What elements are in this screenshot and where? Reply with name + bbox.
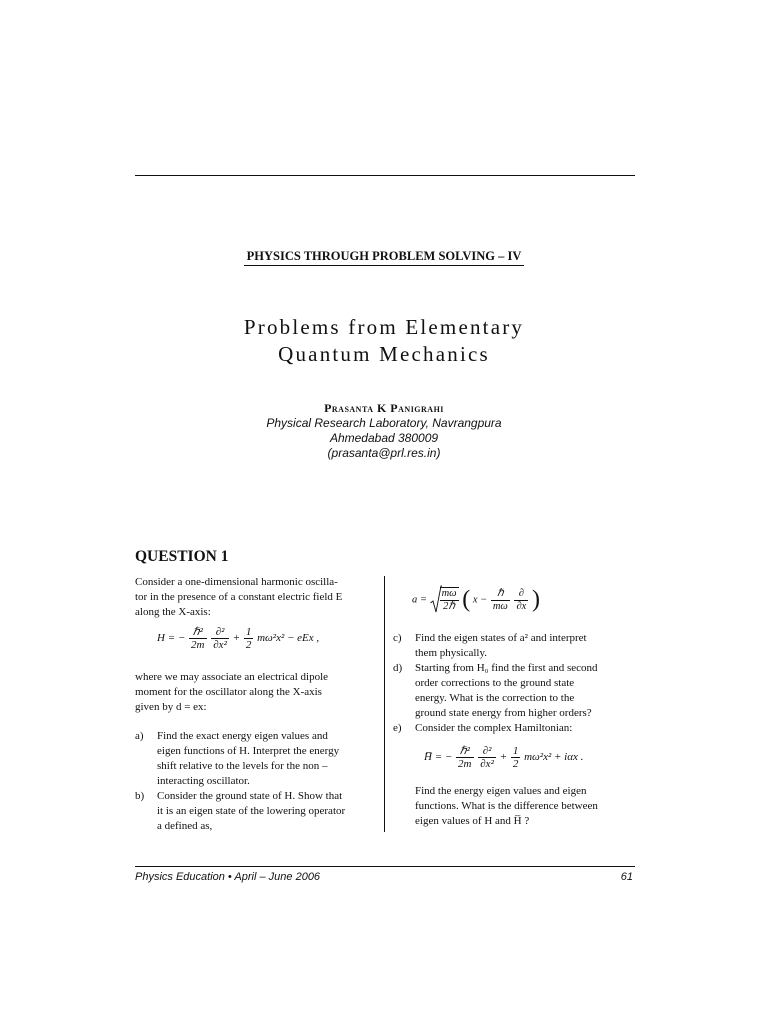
intro-line: Consider a one-dimensional harmonic oscilla- <box>135 576 338 588</box>
author-email: (prasanta@prl.res.in) <box>327 446 441 460</box>
footer-journal: Physics Education • April – June 2006 <box>135 871 321 883</box>
item-label: d) <box>393 662 403 674</box>
eq-plus: + <box>232 632 241 645</box>
eq-lhs: H = − <box>157 632 186 645</box>
final-line: functions. What is the difference between <box>415 800 598 812</box>
frac-den: 2m <box>458 758 472 770</box>
affiliation-line1: Physical Research Laboratory, Navrangpura <box>266 416 502 430</box>
eq-fraction <box>511 745 521 770</box>
frac-num: 1 <box>245 626 252 638</box>
item-label: a) <box>135 730 144 742</box>
frac-num: mω <box>441 588 457 599</box>
lowering-operator-equation <box>412 585 540 615</box>
paper-title-line1: Problems from Elementary <box>243 315 525 339</box>
item-line: it is an eigen state of the lowering operator <box>157 805 346 817</box>
eq-x-minus: x − <box>472 594 488 606</box>
complex-hamiltonian-equation <box>424 745 583 770</box>
item-line: energy. What is the correction to the <box>415 692 575 704</box>
item-line: Starting from H₀ find the first and second <box>415 662 598 674</box>
frac-num: ∂ <box>514 588 528 601</box>
paren-close: ) <box>531 586 540 613</box>
eq-fraction <box>514 588 528 613</box>
item-a <box>135 729 377 789</box>
dipole-line: where we may associate an electrical dipole <box>135 671 329 683</box>
dipole-paragraph <box>135 670 377 715</box>
intro-line: along the X-axis: <box>135 606 211 618</box>
item-line: ground state energy from higher orders? <box>415 707 592 719</box>
intro-paragraph <box>135 575 377 620</box>
item-line: a defined as, <box>157 820 213 832</box>
eq-fraction <box>478 745 496 770</box>
final-line: Find the energy eigen values and eigen <box>415 785 587 797</box>
item-line: eigen functions of H. Interpret the energy <box>157 745 340 757</box>
item-line: Find the exact energy eigen values and <box>157 730 328 742</box>
frac-num: ℏ² <box>189 626 206 639</box>
item-line: them physically. <box>415 647 487 659</box>
paper-title-line2: Quantum Mechanics <box>278 342 490 366</box>
dipole-line: moment for the oscillator along the X-axis <box>135 686 322 698</box>
page-number: 61 <box>620 871 633 883</box>
hamiltonian-equation <box>157 626 319 651</box>
eq-fraction <box>244 626 254 651</box>
eq-fraction <box>491 588 510 613</box>
item-label: e) <box>393 722 402 734</box>
frac-den: ∂x² <box>213 639 227 651</box>
item-line: Find the eigen states of a² and interpret <box>415 632 587 644</box>
item-line: interacting oscillator. <box>157 775 250 787</box>
column-divider <box>384 576 385 832</box>
item-d <box>393 661 633 721</box>
item-label: c) <box>393 632 402 644</box>
eq-lhs: H̅ = − <box>424 751 453 764</box>
eq-fraction <box>456 745 473 770</box>
item-e <box>393 721 633 736</box>
frac-num: ℏ² <box>456 745 473 758</box>
question-heading: QUESTION 1 <box>135 548 229 565</box>
intro-line: tor in the presence of a constant electric field E <box>135 591 343 603</box>
frac-den: ∂x <box>516 600 527 612</box>
sqrt-fraction <box>440 587 459 613</box>
item-c <box>393 631 633 661</box>
final-line: eigen values of H and H̅ ? <box>415 815 530 827</box>
frac-num: ∂² <box>478 745 496 758</box>
frac-den: 2ℏ <box>443 601 456 612</box>
dipole-line: given by d = ex: <box>135 701 207 713</box>
final-paragraph <box>415 784 633 829</box>
frac-num: ∂² <box>211 626 229 639</box>
top-rule <box>135 175 635 176</box>
frac-den: mω <box>492 600 508 612</box>
paren-open: ( <box>462 586 471 613</box>
frac-num: ℏ <box>491 588 510 601</box>
item-line: Consider the complex Hamiltonian: <box>415 722 573 734</box>
frac-num: 1 <box>512 745 519 757</box>
affiliation-line2: Ahmedabad 380009 <box>329 431 439 445</box>
item-line: order corrections to the ground state <box>415 677 575 689</box>
eq-fraction <box>189 626 206 651</box>
eq-tail: mω²x² − eEx , <box>257 632 320 645</box>
footer-rule <box>135 866 635 867</box>
frac-den: 2m <box>191 639 205 651</box>
eq-tail: mω²x² + iαx . <box>524 751 584 764</box>
frac-den: 2 <box>512 758 519 770</box>
author-name: Prasanta K Panigrahi <box>324 401 444 415</box>
frac-den: 2 <box>245 639 252 651</box>
series-title: PHYSICS THROUGH PROBLEM SOLVING – IV <box>0 249 768 264</box>
item-b <box>135 789 377 834</box>
eq-plus: + <box>499 751 508 764</box>
eq-lhs: a = <box>412 594 427 606</box>
frac-den: ∂x² <box>480 758 494 770</box>
item-line: shift relative to the levels for the non – <box>157 760 328 772</box>
item-label: b) <box>135 790 145 802</box>
eq-fraction <box>211 626 229 651</box>
item-line: Consider the ground state of H. Show that <box>157 790 343 802</box>
